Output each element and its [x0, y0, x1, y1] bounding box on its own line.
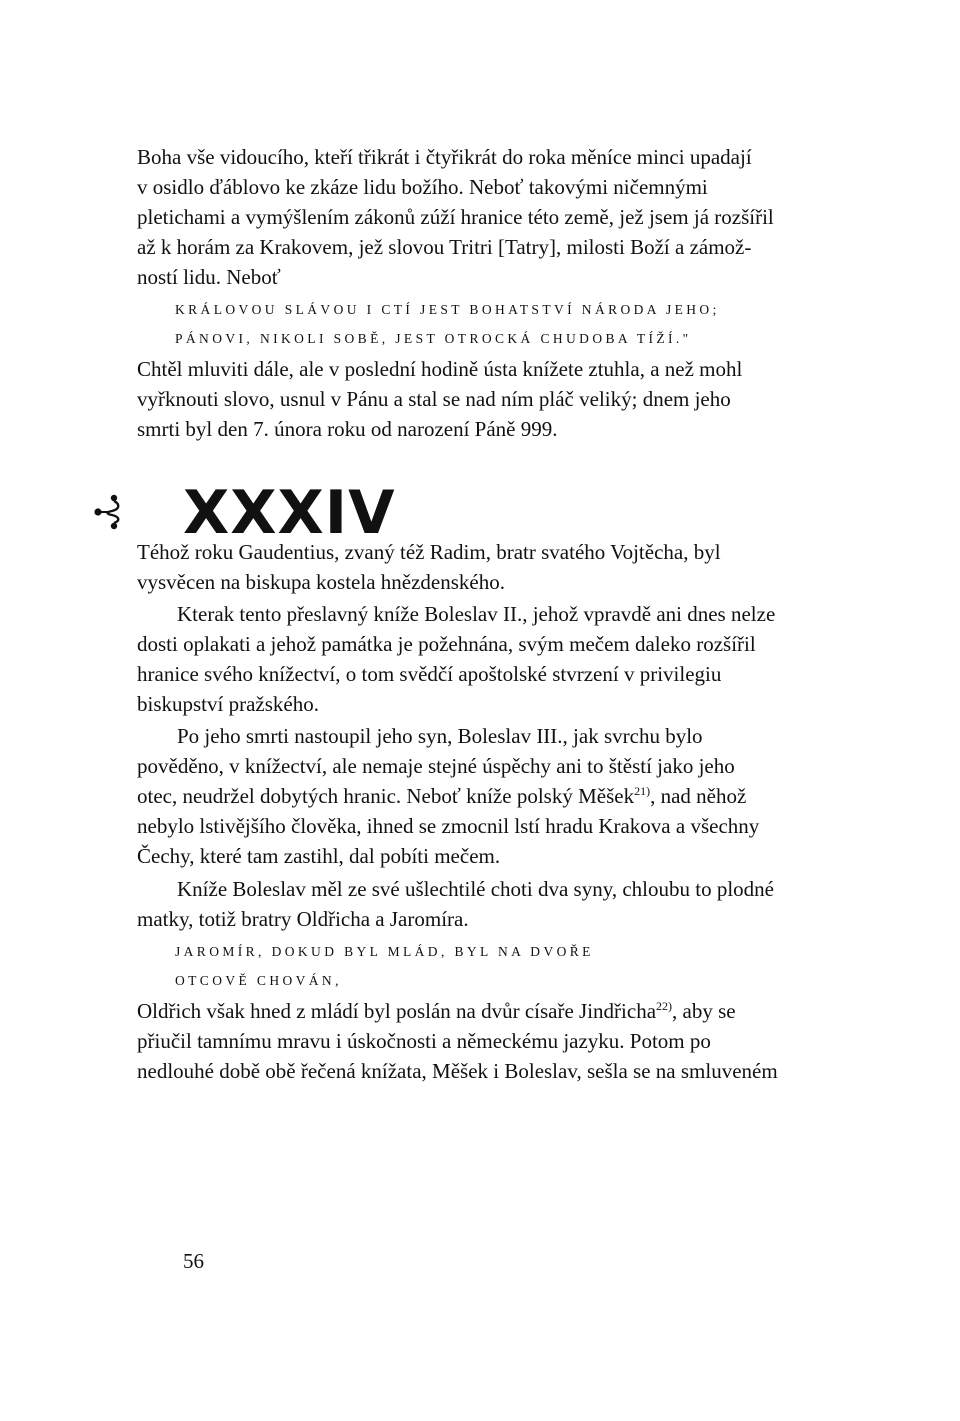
text-line: Chtěl mluviti dále, ale v poslední hodině ústa knížete ztuhla, a než mohl: [137, 357, 743, 381]
caps-line: JAROMÍR, DOKUD BYL MLÁD, BYL NA DVOŘE: [175, 944, 594, 959]
text-line: nebylo lstivějšího člověka, ihned se zmocnil lstí hradu Krakova a všechny: [137, 814, 760, 838]
text-line: dosti oplakati a jehož památka je požehnána, svým mečem daleko rozšířil: [137, 632, 756, 656]
text-line: matky, totiž bratry Oldřicha a Jaromíra.: [137, 907, 469, 931]
chapter-paragraph: [137, 996, 827, 1086]
text-fragment: Oldřich však hned z mládí byl poslán na dvůr císaře Jindřicha: [137, 999, 657, 1023]
chapter-paragraph: [137, 537, 827, 597]
text-line: [137, 996, 827, 1026]
text-line: Kterak tento přeslavný kníže Boleslav II., jehož vpravdě ani dnes nelze: [177, 602, 776, 626]
text-line: pověděno, v knížectví, ale nemaje stejné úspěchy ani to štěstí jako jeho: [137, 754, 735, 778]
text-line: pletichami a vymýšlením zákonů zúží hranice této země, jež jsem já rozšířil: [137, 205, 774, 229]
text-line: hranice svého knížectví, o tom svědčí apoštolské stvrzení v privilegiu: [137, 662, 722, 686]
text-line: v osidlo ďáblovo ke zkáze lidu božího. Neboť takovými ničemnými: [137, 175, 708, 199]
chapter-paragraph: [137, 599, 827, 719]
text-line: Téhož roku Gaudentius, zvaný též Radim, bratr svatého Vojtěcha, byl: [137, 540, 721, 564]
caps-line: PÁNOVI, NIKOLI SOBĚ, JEST OTROCKÁ CHUDOBA TÍŽÍ.": [175, 331, 692, 346]
text-line: vyřknouti slovo, usnul v Pánu a stal se nad ním pláč veliký; dnem jeho: [137, 387, 731, 411]
text-line: vysvěcen na biskupa kostela hnězdenského.: [137, 570, 505, 594]
text-line: přiučil tamnímu mravu i úskočnosti a německému jazyku. Potom po: [137, 1029, 711, 1053]
page-number: 56: [183, 1249, 204, 1273]
text-fragment: , aby se: [672, 999, 736, 1023]
chapter-paragraph: [137, 874, 827, 934]
text-fragment: otec, neudržel dobytých hranic. Neboť kníže polský Měšek: [137, 784, 635, 808]
text-line: až k horám za Krakovem, jež slovou Tritri [Tatry], milosti Boží a zámož-: [137, 235, 752, 259]
text-line: biskupství pražského.: [137, 692, 319, 716]
paragraph-after-caps: [137, 354, 827, 444]
text-fragment: , nad něhož: [650, 784, 747, 808]
text-line: smrti byl den 7. února roku od narození Páně 999.: [137, 417, 558, 441]
text-line: nedlouhé době obě řečená knížata, Měšek i Boleslav, sešla se na smluveném: [137, 1059, 778, 1083]
text-line: Po jeho smrti nastoupil jeho syn, Boleslav III., jak svrchu bylo: [177, 724, 703, 748]
caps-line: OTCOVĚ CHOVÁN,: [175, 973, 342, 988]
text-line: Čechy, které tam zastihl, dal pobíti mečem.: [137, 844, 501, 868]
footnote-ref: 22): [656, 999, 673, 1013]
chapter-title: XXXIV: [183, 478, 396, 548]
paragraph-top: [137, 142, 827, 292]
caps-line: KRÁLOVOU SLÁVOU I CTÍ JEST BOHATSTVÍ NÁRODA JEHO;: [175, 302, 720, 317]
text-line: ností lidu. Neboť: [137, 265, 281, 289]
footnote-ref: 21): [634, 784, 651, 798]
flourish-ornament-icon: [94, 494, 124, 530]
text-line: [137, 781, 827, 811]
chapter-paragraph: [137, 721, 827, 871]
text-line: Boha vše vidoucího, kteří třikrát i čtyřikrát do roka měníce minci upadají: [137, 145, 752, 169]
text-line: Kníže Boleslav měl ze své ušlechtilé choti dva syny, chloubu to plodné: [177, 877, 774, 901]
